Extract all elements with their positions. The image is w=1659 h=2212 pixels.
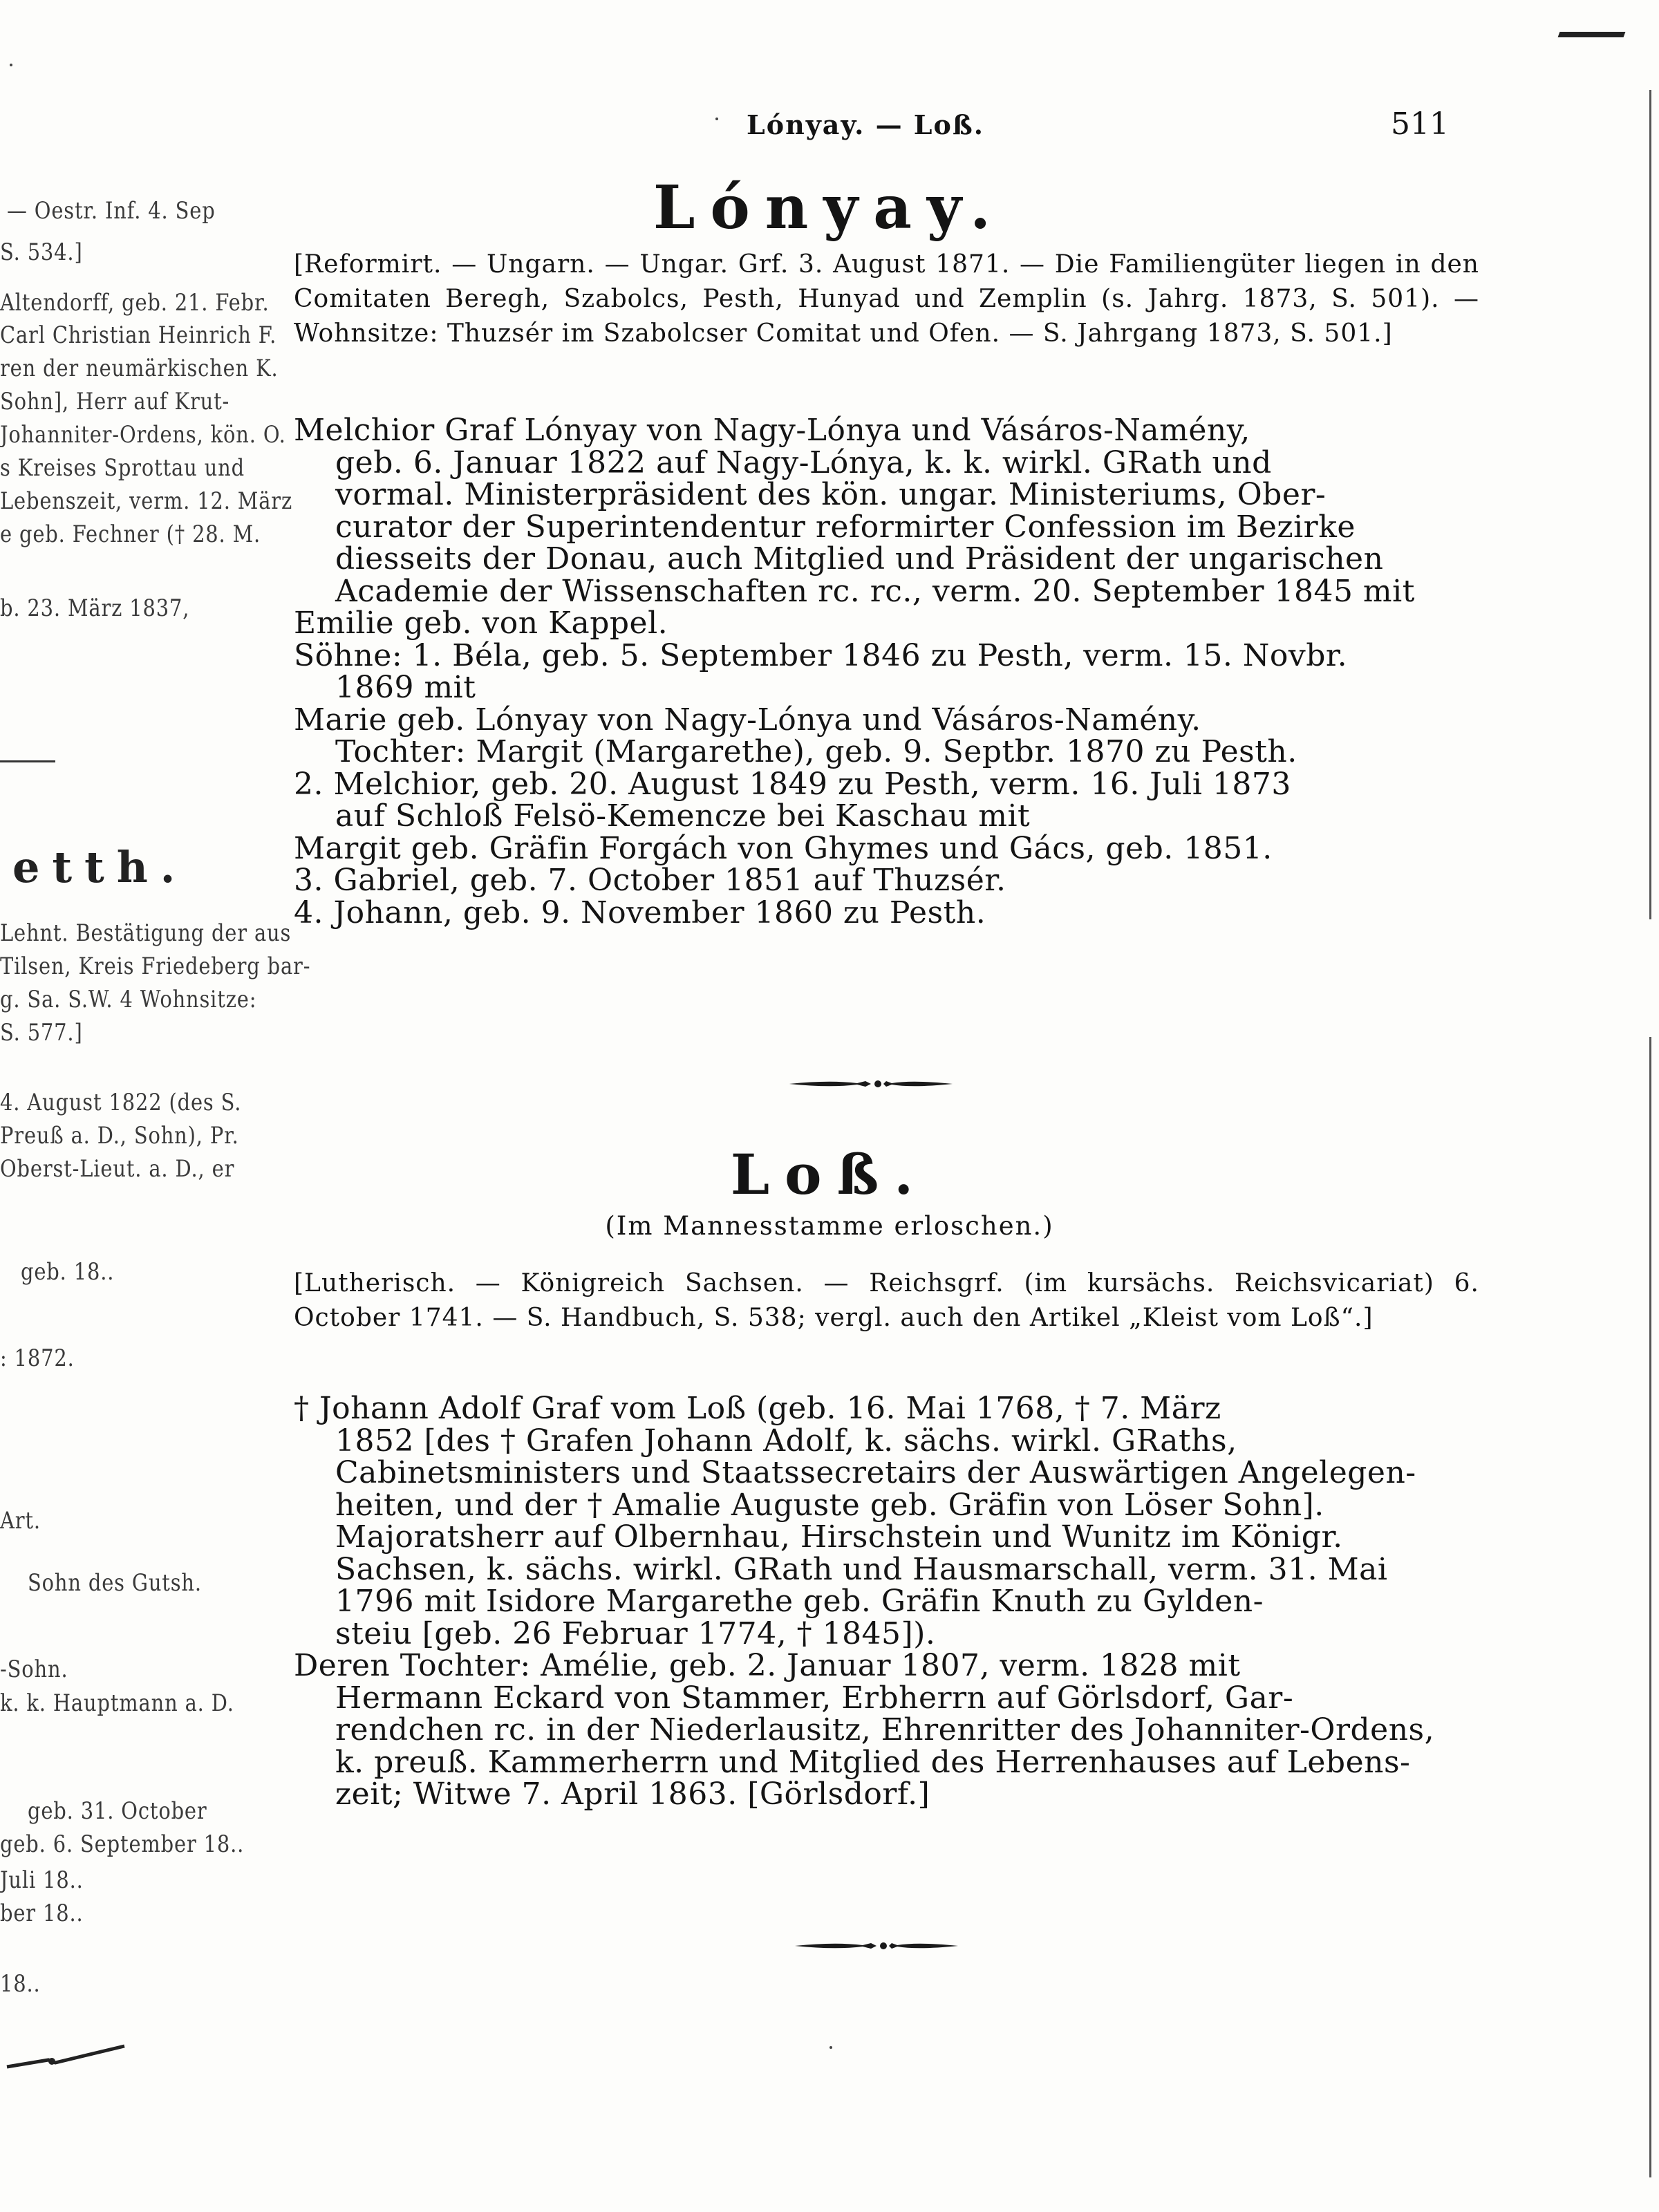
fragment-line: S. 577.]: [0, 1019, 83, 1047]
entry-line: Söhne: 1. Béla, geb. 5. September 1846 zu Pesth, verm. 15. Novbr.: [294, 637, 1348, 673]
speck: [715, 118, 718, 120]
fragment-line: Lebenszeit, verm. 12. März: [0, 487, 293, 515]
entry-line: geb. 6. Januar 1822 auf Nagy-Lónya, k. k. wirkl. GRath und: [335, 444, 1272, 480]
fragment-line: Sohn des Gutsh.: [28, 1569, 202, 1597]
section-note-loss: [Lutherisch. — Königreich Sachsen. — Reichsgrf. (im kursächs. Reichsvicariat) 6. October 1741. — S. Handbuch, S. 538; vergl. auch den Artikel „Kleist vom Loß“.]: [294, 1269, 1479, 1332]
section-note-lonyay: [Reformirt. — Ungarn. — Ungar. Grf. 3. August 1871. — Die Familiengüter liegen in den Comitaten Beregh, Szabolcs, Pesth, Hunyad und Zemplin (s. Jahrg. 1873, S. 501). — Wohnsitze: Thuzsér im Szabolcser Comitat und Ofen. — S. Jahrgang 1873, S. 501.]: [294, 250, 1479, 348]
fragment-ornament: [0, 2039, 138, 2081]
fragment-line: 4. August 1822 (des S.: [0, 1089, 242, 1116]
entry-line: diesseits der Donau, auch Mitglied und Präsident der ungarischen: [335, 541, 1384, 577]
ornament-divider: [788, 1077, 954, 1091]
entry-line: Deren Tochter: Amélie, geb. 2. Januar 1807, verm. 1828 mit: [294, 1648, 1241, 1683]
fragment-line: s Kreises Sprottau und: [0, 454, 245, 482]
entry-line: curator der Superintendentur reformirter Confession im Bezirke: [335, 509, 1356, 545]
entry-line: auf Schloß Felsö-Kemencze bei Kaschau mit: [335, 798, 1031, 834]
fragment-line: geb. 31. October: [28, 1797, 207, 1825]
fragment-line: — Oestr. Inf. 4. Sep: [7, 197, 216, 225]
fragment-line: Carl Christian Heinrich F.: [0, 321, 277, 349]
entry-line: † Johann Adolf Graf vom Loß (geb. 16. Mai 1768, † 7. März: [294, 1391, 1221, 1426]
fragment-line: Preuß a. D., Sohn), Pr.: [0, 1122, 239, 1150]
entry-line: k. preuß. Kammerherrn und Mitglied des Herrenhauses auf Lebens-: [335, 1744, 1411, 1780]
entry-line: rendchen rc. in der Niederlausitz, Ehrenritter des Johanniter-Ordens,: [335, 1712, 1435, 1747]
entry-line: 3. Gabriel, geb. 7. October 1851 auf Thuzsér.: [294, 863, 1006, 898]
fragment-line: Lehnt. Bestätigung der aus: [0, 919, 292, 947]
fragment-line: k. k. Hauptmann a. D.: [0, 1689, 234, 1717]
entry-line: zeit; Witwe 7. April 1863. [Görlsdorf.]: [335, 1777, 930, 1812]
entry-line: Sachsen, k. sächs. wirkl. GRath und Hausmarschall, verm. 31. Mai: [335, 1551, 1388, 1587]
entry-line: Marie geb. Lónyay von Nagy-Lónya und Vásáros-Namény.: [294, 702, 1201, 738]
entry-line: Majoratsherr auf Olbernhau, Hirschstein und Wunitz im Königr.: [335, 1519, 1343, 1555]
entry-line: Academie der Wissenschaften rc. rc., verm. 20. September 1845 mit: [335, 573, 1415, 609]
entry-loss: [294, 1393, 1483, 1811]
fragment-line: : 1872.: [0, 1344, 75, 1372]
fragment-heading: etth.: [12, 842, 188, 892]
fragment-line: Sohn], Herr auf Krut-: [0, 388, 230, 415]
fragment-line: S. 534.]: [0, 238, 83, 266]
fragment-line: Juli 18..: [0, 1866, 84, 1894]
entry-line: 2. Melchior, geb. 20. August 1849 zu Pesth, verm. 16. Juli 1873: [294, 766, 1291, 802]
section-title-lonyay: Lónyay.: [653, 173, 1006, 243]
page-number: 511: [1391, 106, 1449, 142]
fragment-line: ren der neumärkischen K.: [0, 355, 279, 382]
entry-line: vormal. Ministerpräsident des kön. ungar. Ministeriums, Ober-: [335, 477, 1327, 512]
entry-line: Emilie geb. von Kappel.: [294, 606, 668, 641]
running-head: Lónyay. — Loß.: [747, 109, 984, 140]
fragment-line: Johanniter-Ordens, kön. O.: [0, 421, 286, 449]
fragment-rule: [0, 760, 55, 762]
page-edge-line: [1649, 1037, 1651, 2177]
entry-line: Melchior Graf Lónyay von Nagy-Lónya und Vásáros-Namény,: [294, 413, 1250, 448]
fragment-line: e geb. Fechner († 28. M.: [0, 521, 261, 548]
fragment-line: geb. 6. September 18..: [0, 1830, 245, 1858]
fragment-line: Altendorff, geb. 21. Febr.: [0, 289, 270, 317]
margin-mark: [1558, 32, 1626, 37]
fragment-line: -Sohn.: [0, 1656, 68, 1683]
entry-line: Margit geb. Gräfin Forgách von Ghymes und Gács, geb. 1851.: [294, 830, 1273, 866]
fragment-line: Art.: [0, 1507, 41, 1535]
fragment-line: g. Sa. S.W. 4 Wohnsitze:: [0, 986, 257, 1013]
fragment-line: 18..: [0, 1970, 41, 1998]
previous-page-fragment: [0, 0, 311, 2212]
entry-line: Cabinetsministers und Staatssecretairs der Auswärtigen Angelegen-: [335, 1455, 1416, 1490]
entry-line: Hermann Eckard von Stammer, Erbherrn auf Görlsdorf, Gar-: [335, 1680, 1294, 1716]
entry-line: heiten, und der † Amalie Auguste geb. Gräfin von Löser Sohn].: [335, 1487, 1324, 1523]
entry-line: 1796 mit Isidore Margarethe geb. Gräfin Knuth zu Gylden-: [335, 1584, 1264, 1619]
entry-line: 4. Johann, geb. 9. November 1860 zu Pesth.: [294, 894, 986, 930]
fragment-line: b. 23. März 1837,: [0, 594, 190, 622]
fragment-line: Tilsen, Kreis Friedeberg bar-: [0, 953, 311, 980]
entry-line: 1852 [des † Grafen Johann Adolf, k. sächs. wirkl. GRaths,: [335, 1423, 1237, 1459]
fragment-line: Oberst-Lieut. a. D., er: [0, 1155, 235, 1183]
entry-line: Tochter: Margit (Margarethe), geb. 9. Septbr. 1870 zu Pesth.: [335, 734, 1297, 769]
speck: [10, 64, 12, 66]
entry-lonyay: [294, 415, 1483, 929]
entry-line: steiu [geb. 26 Februar 1774, † 1845]).: [335, 1615, 936, 1651]
section-subtitle-loss: (Im Mannesstamme erloschen.): [605, 1211, 1054, 1241]
section-title-loss: Loß.: [730, 1142, 929, 1207]
fragment-line: ber 18..: [0, 1900, 84, 1927]
ornament-divider: [794, 1939, 959, 1953]
fragment-line: geb. 18..: [21, 1258, 115, 1286]
speck: [830, 2046, 832, 2049]
entry-line: 1869 mit: [335, 670, 476, 705]
